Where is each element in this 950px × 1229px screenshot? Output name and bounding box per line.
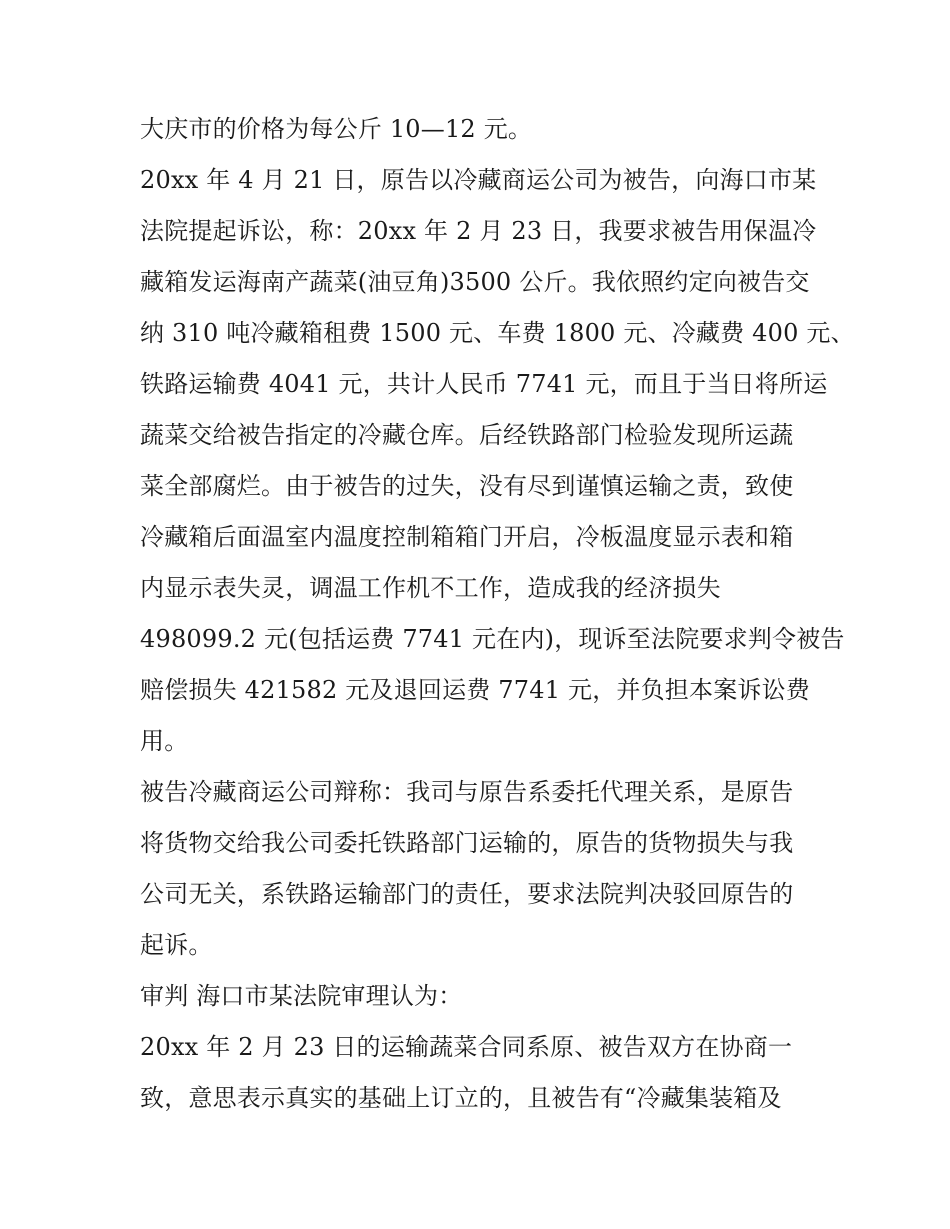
text-line: 20xx 年 4 月 21 日，原告以冷藏商运公司为被告，向海口市某 <box>140 166 817 194</box>
text-line: 大庆市的价格为每公斤 10—12 元。 <box>140 115 533 143</box>
text-line: 公司无关，系铁路运输部门的责任，要求法院判决驳回原告的 <box>140 880 794 908</box>
text-line: 被告冷藏商运公司辩称：我司与原告系委托代理关系，是原告 <box>140 778 794 806</box>
text-line: 用。 <box>140 727 189 755</box>
text-line: 审判 海口市某法院审理认为： <box>140 982 463 1010</box>
text-line: 起诉。 <box>140 931 213 959</box>
text-line: 20xx 年 2 月 23 日的运输蔬菜合同系原、被告双方在协商一 <box>140 1033 793 1061</box>
text-line: 铁路运输费 4041 元，共计人民币 7741 元，而且于当日将所运 <box>140 370 828 398</box>
text-line: 菜全部腐烂。由于被告的过失，没有尽到谨慎运输之责，致使 <box>140 472 794 500</box>
text-line: 纳 310 吨冷藏箱租费 1500 元、车费 1800 元、冷藏费 400 元、 <box>140 319 855 347</box>
text-line: 内显示表失灵，调温工作机不工作，造成我的经济损失 <box>140 574 721 602</box>
text-line: 法院提起诉讼，称：20xx 年 2 月 23 日，我要求被告用保温冷 <box>140 217 817 245</box>
text-line: 冷藏箱后面温室内温度控制箱箱门开启，冷板温度显示表和箱 <box>140 523 794 551</box>
text-line: 赔偿损失 421582 元及退回运费 7741 元，并负担本案诉讼费 <box>140 676 811 704</box>
text-line: 将货物交给我公司委托铁路部门运输的，原告的货物损失与我 <box>140 829 794 857</box>
document-body <box>140 104 855 1124</box>
text-line: 498099.2 元(包括运费 7741 元在内)，现诉至法院要求判令被告 <box>140 625 845 653</box>
text-line: 致，意思表示真实的基础上订立的，且被告有“冷藏集装箱及 <box>140 1084 782 1112</box>
text-line: 藏箱发运海南产蔬菜(油豆角)3500 公斤。我依照约定向被告交 <box>140 268 810 296</box>
text-line: 蔬菜交给被告指定的冷藏仓库。后经铁路部门检验发现所运蔬 <box>140 421 794 449</box>
